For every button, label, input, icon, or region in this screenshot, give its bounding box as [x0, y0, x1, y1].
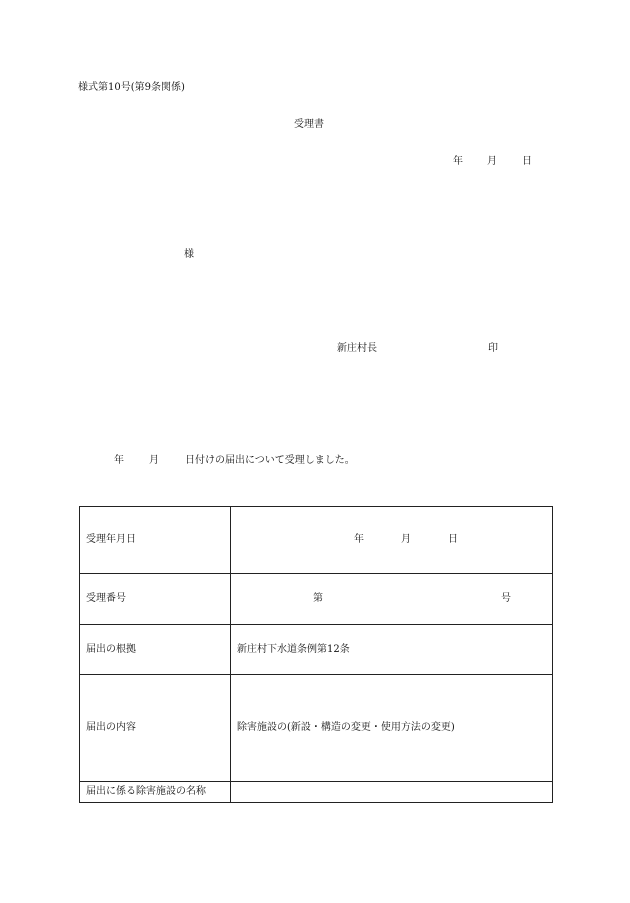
receipt-date-value [231, 507, 553, 574]
header-date-month-label: 月 [487, 156, 497, 167]
basis-value: 新庄村下水道条例第12条 [231, 625, 553, 675]
seal-mark: 印 [488, 343, 498, 354]
receipt-number-label: 受理番号 [80, 574, 231, 625]
receipt-number-prefix: 第 [313, 593, 323, 604]
table-row-receipt-date [80, 507, 553, 574]
content-label: 届出の内容 [80, 675, 231, 782]
body-text: 日付けの届出について受理しました。 [185, 455, 355, 466]
document-title: 受理書 [294, 119, 324, 130]
addressee-honorific: 様 [184, 249, 194, 260]
receipt-date-year: 年 [354, 534, 364, 545]
receipt-date-label: 受理年月日 [80, 507, 231, 574]
table-row-facility-name [80, 782, 553, 803]
receipt-info-table [79, 506, 553, 803]
basis-label: 届出の根拠 [80, 625, 231, 675]
table-row-receipt-number [80, 574, 553, 625]
content-value: 除害施設の(新設・構造の変更・使用方法の変更) [231, 675, 553, 782]
receipt-date-month: 月 [401, 534, 411, 545]
form-number: 様式第10号(第9条関係) [78, 82, 185, 93]
header-date-year-label: 年 [453, 156, 463, 167]
table-row-content [80, 675, 553, 782]
receipt-number-value [231, 574, 553, 625]
facility-name-value [231, 782, 553, 803]
receipt-number-suffix: 号 [501, 593, 511, 604]
table-row-basis [80, 625, 553, 675]
header-date-day-label: 日 [522, 156, 532, 167]
facility-name-label: 届出に係る除害施設の名称 [80, 782, 231, 803]
issuer-name: 新庄村長 [337, 343, 377, 354]
body-month-label: 月 [149, 455, 159, 466]
receipt-date-day: 日 [448, 534, 458, 545]
body-year-label: 年 [114, 455, 124, 466]
